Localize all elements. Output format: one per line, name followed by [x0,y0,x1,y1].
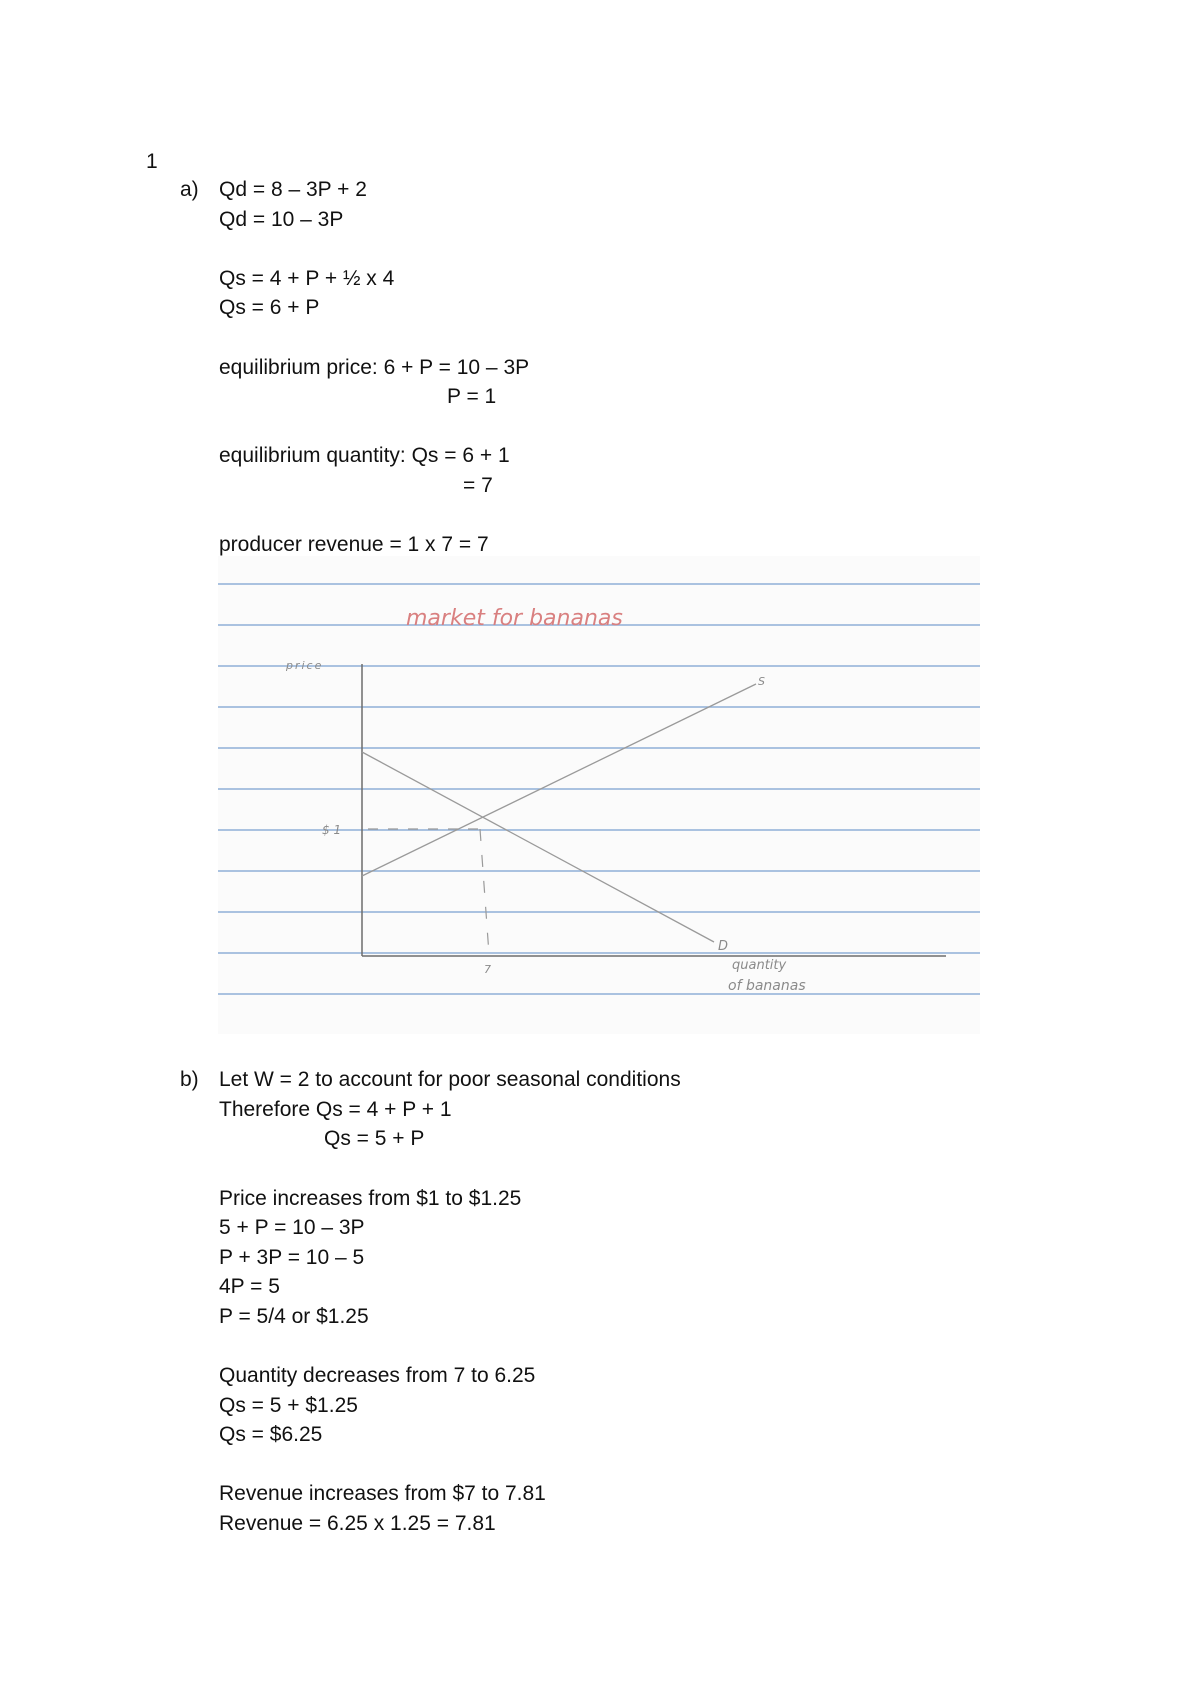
part-b-line: Therefore Qs = 4 + P + 1 [219,1098,452,1121]
part-b-line: P = 5/4 or $1.25 [219,1305,369,1328]
part-a-line: Qs = 4 + P + ½ x 4 [219,267,395,290]
part-b-line: Qs = 5 + P [324,1127,425,1150]
part-a-line: Qd = 10 – 3P [219,208,344,231]
part-a-label: a) [180,178,199,201]
sketch-title: market for bananas [406,606,623,631]
part-a-line: Qd = 8 – 3P + 2 [219,178,367,201]
quantity-marker: 7 [484,963,491,976]
part-a-line: P = 1 [447,385,497,408]
part-a-line: equilibrium price: 6 + P = 10 – 3P [219,356,530,379]
price-marker: $ 1 [322,823,342,837]
supply-label: S [758,675,765,688]
part-b-line: Price increases from $1 to $1.25 [219,1187,522,1210]
x-axis-label-line1: quantity [732,958,787,973]
demand-label: D [718,939,729,954]
market-sketch [218,556,980,1034]
part-b-line: Qs = 5 + $1.25 [219,1394,358,1417]
part-a-line: = 7 [463,474,493,497]
part-b-label: b) [180,1068,199,1091]
y-axis-label: price [286,659,324,672]
part-a-line: Qs = 6 + P [219,296,320,319]
part-b-line: 4P = 5 [219,1275,280,1298]
part-b-line: P + 3P = 10 – 5 [219,1246,365,1269]
x-axis-label-line2: of bananas [728,978,806,994]
question-number: 1 [146,150,158,173]
part-b-line: Quantity decreases from 7 to 6.25 [219,1364,536,1387]
part-b-line: Let W = 2 to account for poor seasonal conditions [219,1068,681,1091]
part-a-line: producer revenue = 1 x 7 = 7 [219,533,489,556]
part-a-line: equilibrium quantity: Qs = 6 + 1 [219,444,510,467]
part-b-line: 5 + P = 10 – 3P [219,1216,365,1239]
part-b-line: Revenue = 6.25 x 1.25 = 7.81 [219,1512,496,1535]
part-b-line: Qs = $6.25 [219,1423,323,1446]
part-b-line: Revenue increases from $7 to 7.81 [219,1482,546,1505]
